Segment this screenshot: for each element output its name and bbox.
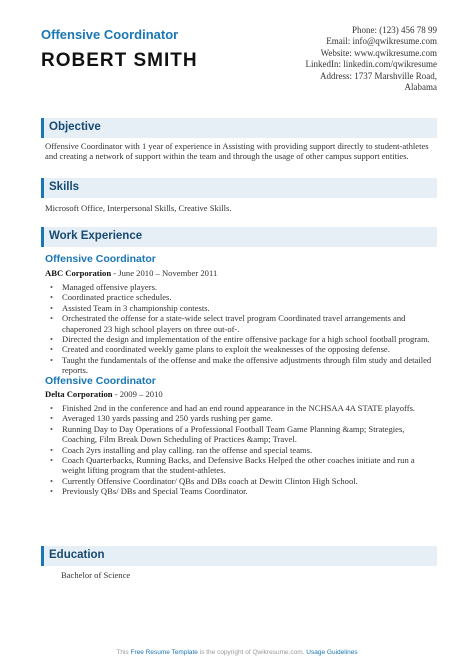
list-item: • Coach 2yrs installing and play calling. ran the offense and special teams. — [62, 445, 434, 455]
list-item: • Previously QBs/ DBs and Special Teams Coordinator. — [62, 486, 434, 496]
contact-block — [237, 25, 437, 93]
job-bullets — [62, 282, 434, 376]
usage-guidelines-link[interactable]: Usage Guidelines — [306, 649, 358, 656]
list-item: • Running Day to Day Operations of a Professional Football Team Game Planning &amp; Strategies, Coaching, Film Break Down Scheduling of Practices &amp; Travel. — [62, 424, 434, 445]
section-accent-bar — [41, 227, 44, 247]
job-company: ABC Corporation — [45, 268, 112, 278]
job-role: Offensive Coordinator — [45, 375, 156, 387]
section-accent-bar — [41, 178, 44, 198]
job-dates: - June 2010 – November 2011 — [111, 268, 218, 278]
work-experience-heading-text: Work Experience — [49, 230, 143, 242]
resume-header — [41, 20, 437, 106]
objective-heading-text: Objective — [49, 121, 101, 133]
list-item: • Orchestrated the offense for a state-wide select travel program Coordinated travel arrangements and chaperoned 23 high school players on three out-of-. — [62, 313, 434, 334]
objective-heading — [41, 118, 437, 138]
list-item: • Managed offensive players. — [62, 282, 434, 292]
contact-email: Email: info@qwikresume.com — [326, 36, 437, 47]
job-bullets — [62, 403, 434, 497]
list-item: • Taught the fundamentals of the offense and make the offensive adjustments through film study and detailed reports. — [62, 355, 434, 376]
footer-middle: is the copyright of Qwikresume.com. — [197, 649, 307, 656]
job-meta — [45, 389, 163, 399]
job-title: Offensive Coordinator — [41, 27, 179, 42]
skills-text: Microsoft Office, Interpersonal Skills, Creative Skills. — [45, 203, 232, 213]
list-item: • Created and coordinated weekly game plans to exploit the weaknesses of the opposing defense. — [62, 344, 434, 354]
job-role: Offensive Coordinator — [45, 253, 156, 265]
contact-website: Website: www.qwikresume.com — [320, 47, 437, 58]
education-heading-text: Education — [49, 549, 105, 561]
copyright-footer — [0, 649, 474, 656]
section-accent-bar — [41, 118, 44, 138]
list-item: • Assisted Team in 3 championship contests. — [62, 303, 434, 313]
list-item: • Currently Offensive Coordinator/ QBs and DBs coach at Dewitt Clinton High School. — [62, 476, 434, 486]
list-item: • Averaged 130 yards passing and 250 yards rushing per game. — [62, 413, 434, 423]
job-company: Delta Corporation — [45, 389, 113, 399]
education-heading — [41, 546, 437, 566]
job-meta — [45, 268, 217, 278]
list-item: • Finished 2nd in the conference and had an end round appearance in the NCHSAA 4A STATE playoffs. — [62, 403, 434, 413]
job-dates: - 2009 – 2010 — [112, 389, 163, 399]
contact-address-line2: Alabama — [404, 82, 437, 93]
skills-heading-text: Skills — [49, 181, 80, 193]
list-item: • Coordinated practice schedules. — [62, 292, 434, 302]
objective-text: Offensive Coordinator with 1 year of experience in Assisting with providing support directly to student-athletes and creating a network of support within the team and through the usage of other campus support entities. — [45, 141, 429, 162]
skills-heading — [41, 178, 437, 198]
footer-prefix: This — [116, 649, 131, 656]
contact-phone: Phone: (123) 456 78 99 — [352, 25, 437, 35]
candidate-name: ROBERT SMITH — [41, 50, 198, 71]
education-text: Bachelor of Science — [61, 570, 131, 580]
contact-linkedin: LinkedIn: linkedin.com/qwikresume — [305, 59, 437, 70]
list-item: • Coach Quarterbacks, Running Backs, and Defensive Backs Helped the other coaches initiate and run a weight lifting program that the student-athletes. — [62, 455, 434, 476]
free-resume-template-link[interactable]: Free Resume Template — [130, 649, 198, 656]
work-experience-heading — [41, 227, 437, 247]
section-accent-bar — [41, 546, 44, 566]
contact-address: Address: 1737 Marshville Road, — [320, 70, 437, 81]
list-item: • Directed the design and implementation of the entire offensive package for a high school football program. — [62, 334, 434, 344]
